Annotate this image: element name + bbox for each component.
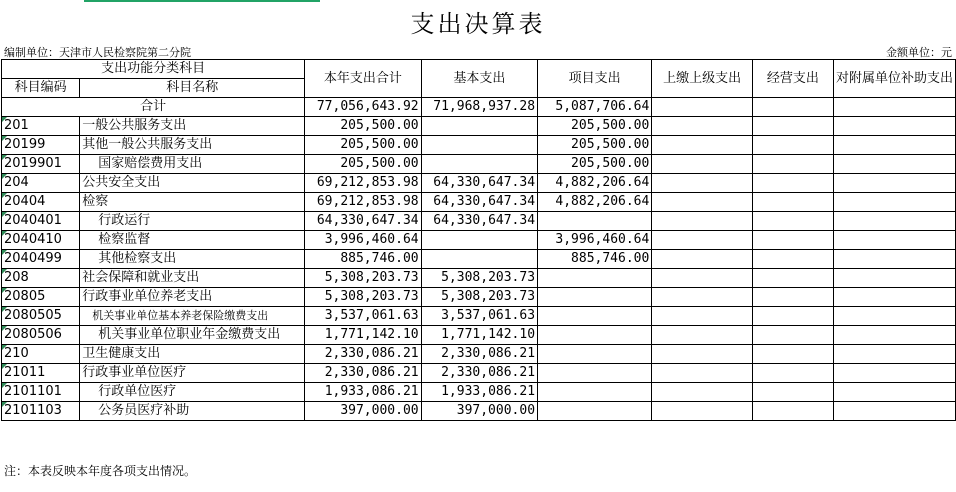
- row-business: [752, 307, 833, 326]
- header-code: 科目编码: [2, 79, 80, 98]
- row-total: 205,500.00: [305, 136, 421, 155]
- row-name: 其他一般公共服务支出: [80, 136, 305, 155]
- row-total: 69,212,853.98: [305, 174, 421, 193]
- unit-label: 编制单位：天津市人民检察院第二分院: [4, 46, 191, 59]
- row-code: 208: [2, 269, 80, 288]
- row-code: 2019901: [2, 155, 80, 174]
- report-title: 支出决算表: [410, 10, 546, 38]
- header-basic: 基本支出: [421, 60, 537, 98]
- row-upper: [652, 155, 753, 174]
- row-total: 2,330,086.21: [305, 364, 421, 383]
- table-row: [2, 212, 956, 231]
- row-code: 210: [2, 345, 80, 364]
- header-row-1: [2, 60, 956, 79]
- row-subsidy: [833, 345, 955, 364]
- table-row: [2, 174, 956, 193]
- row-upper: [652, 174, 753, 193]
- row-subsidy: [833, 383, 955, 402]
- row-code: 204: [2, 174, 80, 193]
- total-upper: [652, 98, 753, 117]
- total-label: 合计: [2, 98, 305, 117]
- row-total: 64,330,647.34: [305, 212, 421, 231]
- row-subsidy: [833, 307, 955, 326]
- row-name: 国家赔偿费用支出: [80, 155, 305, 174]
- table-row: [2, 345, 956, 364]
- row-project: [538, 383, 652, 402]
- row-name: 公共安全支出: [80, 174, 305, 193]
- header-project: 项目支出: [538, 60, 652, 98]
- row-upper: [652, 117, 753, 136]
- table-row: [2, 136, 956, 155]
- table-row: [2, 155, 956, 174]
- row-name: 一般公共服务支出: [80, 117, 305, 136]
- row-total: 2,330,086.21: [305, 345, 421, 364]
- table-row: [2, 364, 956, 383]
- row-code: 21011: [2, 364, 80, 383]
- row-business: [752, 250, 833, 269]
- row-business: [752, 155, 833, 174]
- row-project: [538, 288, 652, 307]
- row-upper: [652, 402, 753, 421]
- row-project: [538, 364, 652, 383]
- row-total: 3,537,061.63: [305, 307, 421, 326]
- row-name: 其他检察支出: [80, 250, 305, 269]
- row-name: 行政单位医疗: [80, 383, 305, 402]
- row-upper: [652, 250, 753, 269]
- row-business: [752, 326, 833, 345]
- row-upper: [652, 345, 753, 364]
- row-upper: [652, 212, 753, 231]
- row-basic: 3,537,061.63: [421, 307, 537, 326]
- row-name: 社会保障和就业支出: [80, 269, 305, 288]
- row-upper: [652, 231, 753, 250]
- table-row: [2, 117, 956, 136]
- table-row: [2, 307, 956, 326]
- row-code: 201: [2, 117, 80, 136]
- row-subsidy: [833, 231, 955, 250]
- row-upper: [652, 193, 753, 212]
- row-project: 4,882,206.64: [538, 174, 652, 193]
- row-total: 205,500.00: [305, 155, 421, 174]
- row-subsidy: [833, 250, 955, 269]
- row-basic: 397,000.00: [421, 402, 537, 421]
- row-basic: [421, 155, 537, 174]
- row-business: [752, 212, 833, 231]
- row-name: 行政事业单位医疗: [80, 364, 305, 383]
- row-name: 检察监督: [80, 231, 305, 250]
- row-business: [752, 269, 833, 288]
- row-project: 205,500.00: [538, 155, 652, 174]
- row-basic: 5,308,203.73: [421, 288, 537, 307]
- table-row: [2, 231, 956, 250]
- row-project: [538, 307, 652, 326]
- row-subsidy: [833, 288, 955, 307]
- row-upper: [652, 326, 753, 345]
- row-code: 20404: [2, 193, 80, 212]
- row-code: 2040499: [2, 250, 80, 269]
- row-upper: [652, 288, 753, 307]
- row-total: 885,746.00: [305, 250, 421, 269]
- table-row: [2, 326, 956, 345]
- header-name: 科目名称: [80, 79, 305, 98]
- row-basic: [421, 250, 537, 269]
- row-total: 5,308,203.73: [305, 288, 421, 307]
- row-business: [752, 345, 833, 364]
- row-project: 4,882,206.64: [538, 193, 652, 212]
- row-business: [752, 288, 833, 307]
- row-name: 机关事业单位职业年金缴费支出: [80, 326, 305, 345]
- total-subsidy: [833, 98, 955, 117]
- row-basic: 64,330,647.34: [421, 174, 537, 193]
- row-upper: [652, 364, 753, 383]
- row-name: 行政事业单位养老支出: [80, 288, 305, 307]
- footnote: 注：本表反映本年度各项支出情况。: [4, 464, 197, 478]
- row-project: [538, 326, 652, 345]
- header-subsidy: 对附属单位补助支出: [833, 60, 955, 98]
- row-business: [752, 364, 833, 383]
- active-cell-indicator: [84, 0, 320, 2]
- table-row: [2, 402, 956, 421]
- expenditure-table: [1, 59, 956, 421]
- row-project: 205,500.00: [538, 136, 652, 155]
- row-subsidy: [833, 117, 955, 136]
- row-code: 2101101: [2, 383, 80, 402]
- row-basic: [421, 231, 537, 250]
- header-business: 经营支出: [752, 60, 833, 98]
- row-code: 2080505: [2, 307, 80, 326]
- row-project: [538, 269, 652, 288]
- row-basic: [421, 136, 537, 155]
- row-project: [538, 345, 652, 364]
- row-project: 885,746.00: [538, 250, 652, 269]
- table-row: [2, 193, 956, 212]
- amount-unit-label: 金额单位：元: [886, 46, 952, 59]
- row-name: 检察: [80, 193, 305, 212]
- row-business: [752, 174, 833, 193]
- row-business: [752, 117, 833, 136]
- row-code: 20805: [2, 288, 80, 307]
- row-subsidy: [833, 326, 955, 345]
- row-project: 205,500.00: [538, 117, 652, 136]
- row-name: 公务员医疗补助: [80, 402, 305, 421]
- row-basic: 64,330,647.34: [421, 193, 537, 212]
- row-basic: 64,330,647.34: [421, 212, 537, 231]
- row-name: 机关事业单位基本养老保险缴费支出: [80, 307, 305, 326]
- row-basic: [421, 117, 537, 136]
- row-code: 2040401: [2, 212, 80, 231]
- row-upper: [652, 307, 753, 326]
- row-subsidy: [833, 193, 955, 212]
- row-total: 1,771,142.10: [305, 326, 421, 345]
- row-project: [538, 212, 652, 231]
- header-function-category: 支出功能分类科目: [2, 60, 305, 79]
- row-basic: 5,308,203.73: [421, 269, 537, 288]
- row-upper: [652, 136, 753, 155]
- row-basic: 1,933,086.21: [421, 383, 537, 402]
- row-subsidy: [833, 402, 955, 421]
- row-upper: [652, 383, 753, 402]
- row-subsidy: [833, 269, 955, 288]
- table-row: [2, 250, 956, 269]
- row-code: 2040410: [2, 231, 80, 250]
- row-basic: 2,330,086.21: [421, 364, 537, 383]
- row-total: 3,996,460.64: [305, 231, 421, 250]
- row-project: [538, 402, 652, 421]
- row-business: [752, 402, 833, 421]
- total-project: 5,087,706.64: [538, 98, 652, 117]
- row-subsidy: [833, 155, 955, 174]
- row-name: 卫生健康支出: [80, 345, 305, 364]
- row-basic: 1,771,142.10: [421, 326, 537, 345]
- row-upper: [652, 269, 753, 288]
- total-row: [2, 98, 956, 117]
- table-row: [2, 383, 956, 402]
- total-amount: 77,056,643.92: [305, 98, 421, 117]
- row-code: 2080506: [2, 326, 80, 345]
- row-basic: 2,330,086.21: [421, 345, 537, 364]
- row-subsidy: [833, 174, 955, 193]
- header-upper: 上缴上级支出: [652, 60, 753, 98]
- row-total: 205,500.00: [305, 117, 421, 136]
- total-business: [752, 98, 833, 117]
- table-row: [2, 269, 956, 288]
- row-subsidy: [833, 136, 955, 155]
- row-total: 5,308,203.73: [305, 269, 421, 288]
- total-basic: 71,968,937.28: [421, 98, 537, 117]
- row-code: 20199: [2, 136, 80, 155]
- row-subsidy: [833, 364, 955, 383]
- row-name: 行政运行: [80, 212, 305, 231]
- row-business: [752, 231, 833, 250]
- row-total: 69,212,853.98: [305, 193, 421, 212]
- row-business: [752, 383, 833, 402]
- row-subsidy: [833, 212, 955, 231]
- row-business: [752, 193, 833, 212]
- header-total: 本年支出合计: [305, 60, 421, 98]
- row-project: 3,996,460.64: [538, 231, 652, 250]
- row-total: 397,000.00: [305, 402, 421, 421]
- row-total: 1,933,086.21: [305, 383, 421, 402]
- table-row: [2, 288, 956, 307]
- row-code: 2101103: [2, 402, 80, 421]
- row-business: [752, 136, 833, 155]
